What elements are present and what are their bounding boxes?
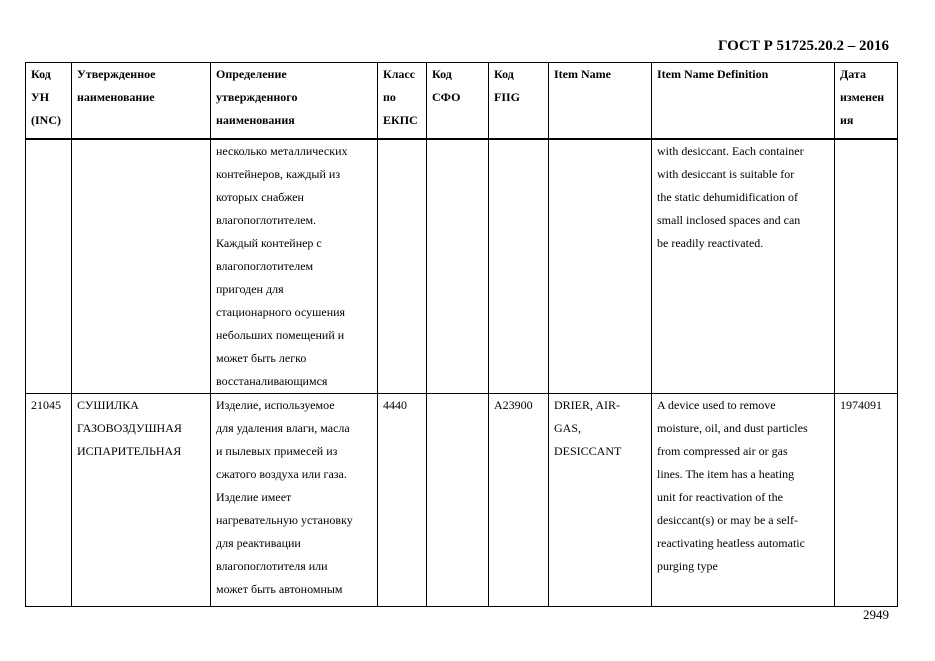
text-line: Item Name	[554, 67, 611, 81]
text-line: Код	[494, 67, 514, 81]
text-line: контейнеров, каждый из	[216, 167, 341, 181]
text-line: сжатого воздуха или газа.	[216, 467, 347, 481]
cell-item-definition	[652, 394, 835, 607]
text-line: unit for reactivation of the	[657, 490, 783, 504]
text-line: и пылевых примесей из	[216, 444, 338, 458]
text-line: Утвержденное	[77, 67, 156, 81]
text-line: moisture, oil, and dust particles	[657, 421, 808, 435]
header-change-date	[835, 63, 898, 140]
text-line: ия	[840, 113, 854, 127]
text-line: утвержденного	[216, 90, 298, 104]
text-line: FIIG	[494, 90, 521, 104]
text-line: from compressed air or gas	[657, 444, 788, 458]
table-row	[26, 394, 898, 607]
text-line: DRIER, AIR-	[554, 398, 620, 412]
text-line: lines. The item has a heating	[657, 467, 795, 481]
text-line: СФО	[432, 90, 461, 104]
cell-approved-name	[72, 139, 211, 394]
text-line: desiccant(s) or may be a self-	[657, 513, 798, 527]
text-line: пригоден для	[216, 282, 284, 296]
cell-item-definition	[652, 139, 835, 394]
table-header-row	[26, 63, 898, 140]
text-line: ЕКПС	[383, 113, 418, 127]
cell-sfo-code	[427, 394, 489, 607]
text-line: влагопоглотителем.	[216, 213, 317, 227]
text-line: для удаления влаги, масла	[216, 421, 350, 435]
text-line: purging type	[657, 559, 718, 573]
cell-definition-ru	[211, 139, 378, 394]
text-line: Код	[432, 67, 452, 81]
header-inc	[26, 63, 72, 140]
text-line: be readily reactivated.	[657, 236, 764, 250]
document-title: ГОСТ Р 51725.20.2 – 2016	[717, 38, 889, 54]
text-line: Item Name Definition	[657, 67, 769, 81]
text-line: может быть автономным	[216, 582, 343, 596]
cell-change-date: 1974091	[835, 394, 898, 607]
text-line: влагопоглотителя или	[216, 559, 328, 573]
text-line: the static dehumidification of	[657, 190, 798, 204]
header-definition	[211, 63, 378, 140]
cell-inc	[26, 139, 72, 394]
text-line: Изделие, используемое	[216, 398, 335, 412]
cell-item-name	[549, 139, 652, 394]
text-line: ГАЗОВОЗДУШНАЯ	[77, 421, 182, 435]
text-line: наименования	[216, 113, 295, 127]
cell-ekps-class: 4440	[378, 394, 427, 607]
text-line: для реактивации	[216, 536, 301, 550]
text-line: (INC)	[31, 113, 61, 127]
text-line: которых снабжен	[216, 190, 304, 204]
header-item-name	[549, 63, 652, 140]
cell-sfo-code	[427, 139, 489, 394]
header-fiig-code	[489, 63, 549, 140]
text-line: ИСПАРИТЕЛЬНАЯ	[77, 444, 182, 458]
text-line: A device used to remove	[657, 398, 776, 412]
cell-ekps-class	[378, 139, 427, 394]
text-line: влагопоглотителем	[216, 259, 314, 273]
cell-approved-name	[72, 394, 211, 607]
text-line: DESICCANT	[554, 444, 622, 458]
text-line: reactivating heatless automatic	[657, 536, 805, 550]
text-line: GAS,	[554, 421, 582, 435]
text-line: with desiccant is suitable for	[657, 167, 795, 181]
table-row	[26, 139, 898, 394]
text-line: наименование	[77, 90, 155, 104]
text-line: Определение	[216, 67, 287, 81]
cell-change-date	[835, 139, 898, 394]
spec-table	[25, 62, 898, 607]
text-line: Код	[31, 67, 51, 81]
cell-inc: 21045	[26, 394, 72, 607]
text-line: изменен	[840, 90, 885, 104]
text-line: несколько металлических	[216, 144, 348, 158]
text-line: Каждый контейнер с	[216, 236, 322, 250]
text-line: Изделие имеет	[216, 490, 292, 504]
text-line: Дата	[840, 67, 866, 81]
text-line: нагревательную установку	[216, 513, 353, 527]
text-line: стационарного осушения	[216, 305, 346, 319]
cell-fiig-code	[489, 139, 549, 394]
header-approved-name	[72, 63, 211, 140]
text-line: восстаналивающимся	[216, 374, 328, 388]
text-line: УН	[31, 90, 50, 104]
text-line: небольших помещений и	[216, 328, 345, 342]
text-line: СУШИЛКА	[77, 398, 139, 412]
text-line: small inclosed spaces and can	[657, 213, 801, 227]
cell-item-name	[549, 394, 652, 607]
text-line: Класс	[383, 67, 416, 81]
text-line: по	[383, 90, 396, 104]
text-line: может быть легко	[216, 351, 307, 365]
cell-fiig-code: A23900	[489, 394, 549, 607]
header-item-name-definition	[652, 63, 835, 140]
cell-definition-ru	[211, 394, 378, 607]
page-number: 2949	[863, 607, 889, 622]
text-line: with desiccant. Each container	[657, 144, 804, 158]
header-ekps-class	[378, 63, 427, 140]
header-sfo-code	[427, 63, 489, 140]
